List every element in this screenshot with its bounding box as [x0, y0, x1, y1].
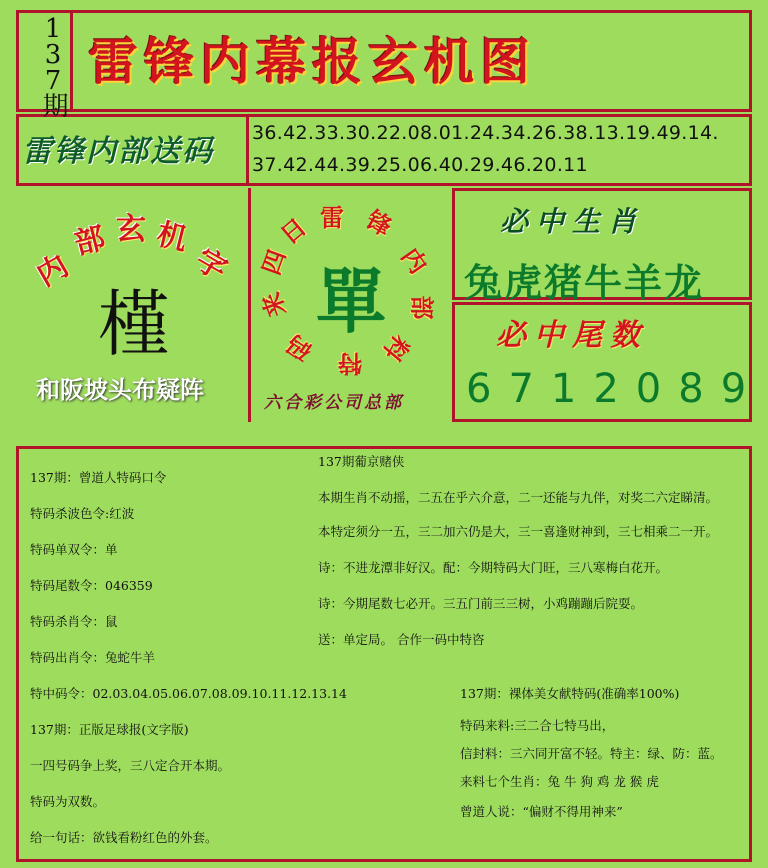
- left-line: 特码出肖令：兔蛇牛羊: [30, 650, 156, 665]
- bottom-right-line: 信封料：三六同开富不轻。特主：绿、防：蓝。: [460, 746, 723, 761]
- ring-char: 四: [256, 245, 292, 279]
- numbers-line-1: 36.42.33.30.22.08.01.24.34.26.38.13.19.49.14.: [252, 122, 719, 144]
- hint-line: 和阪坡头布疑阵: [36, 375, 204, 404]
- ring-char: 部: [407, 295, 437, 320]
- bottom-right-line: 来料七个生肖：兔 牛 狗 鸡 龙 猴 虎: [460, 774, 659, 789]
- bottom-left-line: 137期：正版足球报(文字版): [30, 722, 189, 737]
- bottom-right-line: 137期：裸体美女献特码(准确率100%): [460, 686, 680, 701]
- left-line: 137期：曾道人特码口令: [30, 470, 167, 485]
- inner-title-char: 内: [31, 248, 75, 294]
- bottom-left-line: 特中码令：02.03.04.05.06.07.08.09.10.11.12.13.14: [30, 686, 347, 701]
- page-title: 雷锋内幕报玄机图: [88, 32, 536, 91]
- middle-divider-left: [248, 188, 251, 422]
- numbers-line-2: 37.42.44.39.25.06.40.29.46.20.11: [252, 154, 588, 176]
- header-divider: [70, 10, 73, 112]
- issue-label: 137期: [38, 14, 68, 114]
- tail-values: 6712089: [466, 366, 764, 412]
- left-line: 特码单双令：单: [30, 542, 118, 557]
- inner-title-char: 字: [189, 242, 233, 288]
- ring-char: 码: [281, 329, 318, 367]
- bottom-left-line: 特码为双数。: [30, 794, 106, 809]
- odd-even-character: 單: [316, 260, 386, 343]
- inner-title-char: 机: [153, 216, 191, 259]
- bottom-right-line: 特码来料:三二合七特马出，: [460, 718, 615, 733]
- right-line: 诗：不进龙潭非好汉。配：今期特码大门旺，三八寒梅白花开。: [318, 560, 669, 575]
- ring-char: 特: [338, 349, 362, 378]
- inner-title-char: 玄: [116, 212, 146, 247]
- bottom-right-line: 曾道人说：“偏财不得用神来”: [460, 804, 623, 819]
- right-line: 137期葡京赌侠: [318, 454, 405, 469]
- right-line: 送：单定局。 合作一码中特咨: [318, 632, 485, 647]
- ring-char: 锋: [361, 204, 397, 242]
- company-label: 六合彩公司总部: [264, 393, 404, 413]
- numbers-divider: [246, 114, 249, 186]
- ring-char: 内: [395, 242, 434, 279]
- tail-label: 必中尾数: [496, 318, 648, 353]
- numbers-label: 雷锋内部送码: [22, 134, 214, 169]
- right-line: 诗：今期尾数七必开。三五门前三三树，小鸡蹦蹦后院耍。: [318, 596, 644, 611]
- ring-char: 日: [274, 212, 312, 250]
- right-line: 本特定须分一五，三二加六仍是大，三一喜逢财神到，三七相乘二一开。: [318, 524, 719, 539]
- ring-char: 料: [377, 329, 416, 367]
- bottom-left-line: 给一句话：欲钱看粉红色的外套。: [30, 830, 218, 845]
- ring-char: 来: [256, 288, 292, 322]
- right-line: 本期生肖不动摇，二五在乎六介意，二一还能与九伴，对奖二六定睇清。: [318, 490, 719, 505]
- inner-title-char: 部: [71, 220, 109, 263]
- inner-character: 槿: [98, 282, 171, 366]
- zodiac-values: 兔虎猪牛羊龙: [464, 260, 705, 305]
- left-line: 特码尾数令：046359: [30, 578, 153, 593]
- zodiac-label: 必中生肖: [500, 205, 645, 238]
- left-line: 特码杀波色令:红波: [30, 506, 135, 521]
- ring-char: 雷: [320, 203, 344, 232]
- bottom-left-line: 一四号码争上奖，三八定合开本期。: [30, 758, 231, 773]
- left-line: 特码杀肖令：鼠: [30, 614, 118, 629]
